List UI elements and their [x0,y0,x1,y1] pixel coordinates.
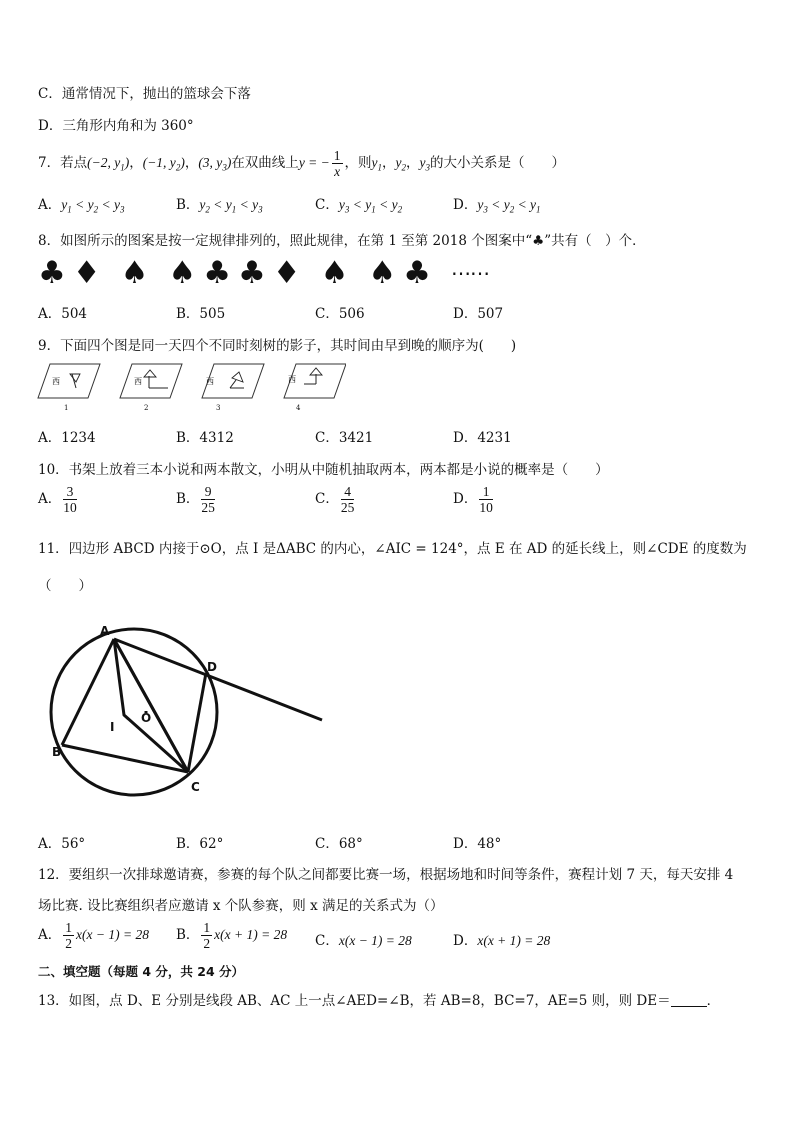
shadow-panel-4 [284,364,346,412]
ellipsis: …… [450,256,489,280]
q12-option-c: C．x(x − 1) = 28 [315,933,412,949]
spade-icon: ♠ [320,255,349,291]
q7-option-a: A．$y_1 < y_2 < y_3$ [38,197,125,215]
label-a: A [100,624,110,638]
q11-option-b: B．62° [176,836,224,852]
shadow-panel-2 [120,364,182,412]
q9-shadow-figures [36,362,346,414]
diamond-icon: ♦ [72,255,101,291]
label-d: D [207,660,217,674]
diamond-icon: ♦ [272,255,301,291]
q8-option-c: C．506 [315,306,365,322]
q11-question: 11．四边形 ABCD 内接于⊙O，点 I 是ΔABC 的内心，∠AIC = 124°，点 E 在 AD 的延长线上，则∠CDE 的度数为 [38,541,747,557]
segment-ao-oc [114,639,188,772]
q8-suit-pattern [38,255,496,291]
club-icon: ♣ [38,255,66,291]
q6-option-c: C．通常情况下，抛出的篮球会下落 [38,86,251,102]
shadow-panel-1 [38,364,100,412]
q12-option-b: B． $\frac{1}{2}$ x(x + 1) = 28 [176,920,288,951]
q10-question: 10．书架上放着三本小说和两本散文，小明从中随机抽取两本，两本都是小说的概率是（ ） [38,462,609,478]
panel-label: 西 [288,375,296,384]
q13-question: 13．如图，点 D、E 分别是线段 AB、AC 上一点∠AED=∠B，若 AB=8，BC=7，AE=5 则，则 DE＝ ． [38,993,721,1009]
q8-option-a: A．504 [38,306,88,322]
shadow-panel-3 [202,364,264,412]
q11-option-c: C．68° [315,836,363,852]
segment-bc [62,745,188,772]
segment-ab [62,639,114,745]
q11-circle-figure [40,615,340,800]
q12-question-line1: 12．要组织一次排球邀请赛，参赛的每个队之间都要比赛一场，根据场地和时间等条件，赛程计划 7 天，每天安排 4 [38,867,734,883]
q8-question: 8．如图所示的图案是按一定规律排列的，照此规律，在第 1 至第 2018 个图案中“♣”共有（ ）个． [38,233,646,249]
section-heading: 二、填空题（每题 4 分，共 24 分） [38,964,245,979]
q12-option-d: D．x(x + 1) = 28 [453,933,551,949]
q12-question-line2: 场比赛. 设比赛组织者应邀请 x 个队参赛，则 x 满足的关系式为（） [38,898,444,914]
q11-option-a: A．56° [38,836,86,852]
club-icon: ♣ [237,255,266,291]
spade-icon: ♠ [368,255,397,291]
panel-label: 西 [134,377,142,386]
q7-option-b: B．$y_2 < y_1 < y_3$ [176,197,263,215]
q6-option-d: D．三角形内角和为 360° [38,118,194,134]
q10-option-d: D． $\frac{1}{10}$ [453,484,493,515]
panel-number: 4 [296,404,301,412]
q11-paren: （ ） [38,578,92,594]
q7-fraction: $\frac{1}{x}$ [333,148,341,179]
q10-option-b: B． $\frac{9}{25}$ [176,484,215,515]
q8-option-d: D．507 [453,306,504,322]
label-i: I [110,720,115,734]
label-b: B [52,745,62,759]
spade-icon: ♠ [168,255,197,291]
panel-number: 3 [216,404,221,412]
q7-option-c: C．$y_3 < y_1 < y_2$ [315,197,403,215]
q9-option-c: C．3421 [315,430,374,446]
q9-option-b: B．4312 [176,430,234,446]
label-o: O [141,711,152,725]
panel-number: 2 [144,404,149,412]
label-c: C [191,780,200,794]
q9-option-d: D．4231 [453,430,512,446]
q12-option-a: A． $\frac{1}{2}$ x(x − 1) = 28 [38,920,149,951]
q9-question: 9．下面四个图是同一天四个不同时刻树的影子，其时间由早到晚的顺序为( ) [38,338,517,354]
q7-question: 7．若点(−2, $y_1$)，(−1, $y_2$)，(3, $y_3$)在双曲线上y = − $\frac{1}{x}$ ，则$y_1$，$y_2$，$y_3$的大小关系是（ ） [38,148,566,179]
q7-option-d: D．$y_3 < y_2 < y_1$ [453,197,541,215]
panel-number: 1 [64,404,69,412]
q10-option-a: A． $\frac{3}{10}$ [38,484,77,515]
q10-option-c: C． $\frac{4}{25}$ [315,484,355,515]
q11-option-d: D．48° [453,836,502,852]
panel-label: 西 [52,377,60,386]
club-icon: ♣ [403,255,431,291]
club-icon: ♣ [203,255,231,291]
q9-option-a: A．1234 [38,430,96,446]
answer-blank[interactable] [671,994,707,1007]
spade-icon: ♠ [120,255,149,291]
panel-label: 西 [206,377,214,386]
q8-option-b: B．505 [176,306,226,322]
circle-o [51,629,217,795]
